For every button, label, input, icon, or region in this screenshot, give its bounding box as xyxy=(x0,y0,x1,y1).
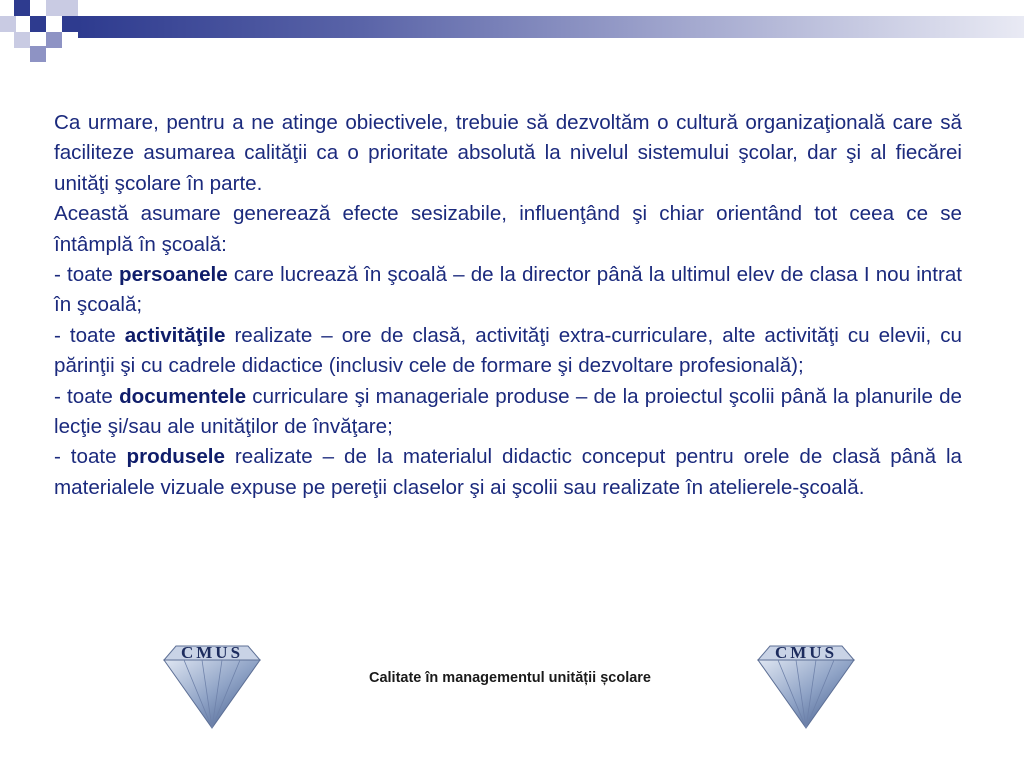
svg-text:CMUS: CMUS xyxy=(774,643,838,662)
list-item-prefix: - toate xyxy=(54,384,120,408)
footer xyxy=(0,630,1024,740)
list-item-text: realizate – ore de clasă, activităţi extra-curriculare, alte activităţi cu elevii, cu părinţii şi cu cadrele didactice (inclusiv cele de formare şi dezvoltare profesională); xyxy=(54,323,962,378)
list-item-prefix: - toate xyxy=(54,445,127,469)
list-item-text: realizate – de la materialul didactic conceput pentru orele de clasă până la materialele vizuale expuse pe pereţii claselor şi ai şcolii sau realizate în atelierele-şcoală. xyxy=(54,445,962,499)
diamond-logo-icon xyxy=(756,636,856,732)
decor-square xyxy=(14,0,30,16)
cmus-logo-left xyxy=(162,636,262,732)
list-item-prefix: - toate xyxy=(54,323,125,347)
list-item-activities xyxy=(54,321,962,382)
svg-text:CMUS: CMUS xyxy=(180,643,244,662)
list-item-documents xyxy=(54,382,962,443)
body-text xyxy=(54,108,962,503)
decor-square xyxy=(62,16,78,32)
header-decoration xyxy=(0,0,1024,64)
footer-caption: Calitate în managementul unității școlare xyxy=(368,670,651,686)
list-item-persons xyxy=(54,260,962,321)
decor-square xyxy=(14,32,30,48)
list-item-keyword: persoanele xyxy=(118,263,228,287)
gradient-bar xyxy=(78,16,1024,38)
list-item-products xyxy=(54,442,962,503)
list-item-text: curriculare şi manageriale produse – de la proiectul şcolii până la planurile de lecţie şi/sau ale unităţilor de învăţare; xyxy=(54,384,962,439)
list-item-prefix: - toate xyxy=(54,263,119,287)
decor-square xyxy=(0,16,16,32)
paragraph-intro: Ca urmare, pentru a ne atinge obiectivele, trebuie să dezvoltăm o cultură organizaţională care să faciliteze asumarea calităţii ca o prioritate absolută la nivelul sistemului şcolar, dar şi al fiecărei unităţi şcolare în parte. xyxy=(54,111,962,195)
diamond-logo-icon xyxy=(162,636,262,732)
paragraph-effects: Această asumare generează efecte sesizabile, influenţând şi chiar orientând tot ceea ce se întâmplă în şcoală: xyxy=(54,202,962,256)
list-item-text: care lucrează în şcoală – de la director până la ultimul elev de clasa I nou intrat în şcoală; xyxy=(54,263,963,317)
list-item-keyword: documentele xyxy=(119,384,247,408)
list-item-keyword: produsele xyxy=(126,445,225,469)
decor-square xyxy=(46,32,62,48)
decor-square xyxy=(46,0,62,16)
cmus-logo-right xyxy=(756,636,856,732)
decor-square xyxy=(30,16,46,32)
decor-square xyxy=(30,46,46,62)
decor-square xyxy=(62,0,78,16)
list-item-keyword: activităţile xyxy=(124,323,226,347)
